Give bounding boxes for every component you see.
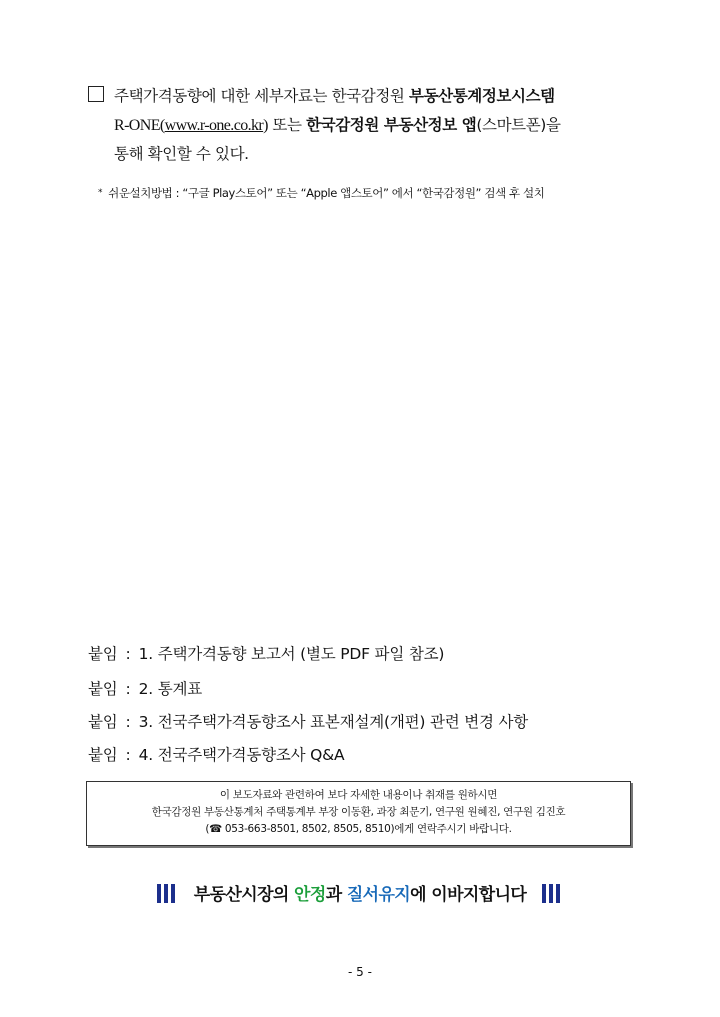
app-paren: (스마트폰) bbox=[476, 116, 546, 134]
contact-line-3: (☎ 053-663-8501, 8502, 8505, 8510)에게 연락주시기 바랍니다. bbox=[205, 823, 512, 835]
attachment-label: 붙임 bbox=[88, 680, 118, 698]
intro-line-1 bbox=[88, 82, 648, 111]
note-text: 쉬운설치방법 : “구글 Play스토어” 또는 “Apple 앱스토어” 에서 “한국감정원” 검색 후 설치 bbox=[108, 186, 545, 200]
rone-link[interactable]: www.r-one.co.kr bbox=[164, 117, 264, 134]
intro-line-2 bbox=[88, 111, 648, 140]
slogan bbox=[0, 880, 720, 908]
attachment-2 bbox=[88, 677, 202, 699]
attachment-sep: : bbox=[125, 680, 131, 698]
intro-line-3: 통해 확인할 수 있다. bbox=[114, 145, 249, 163]
contact-box bbox=[86, 781, 631, 846]
app-name: 한국감정원 부동산정보 앱 bbox=[306, 116, 477, 134]
bars-right-icon bbox=[542, 884, 563, 908]
slogan-stability: 안정 bbox=[294, 885, 326, 905]
or-text: 또는 bbox=[267, 116, 307, 134]
note-marker: * bbox=[98, 188, 103, 198]
rone-close: ) bbox=[263, 117, 268, 134]
app-tail: 을 bbox=[545, 116, 561, 134]
contact-line-2: 한국감정원 부동산통계처 주택통계부 부장 이동환, 과장 최문기, 연구원 원혜진, 연구원 김진호 bbox=[151, 806, 566, 818]
attachment-3 bbox=[88, 710, 528, 732]
slogan-part-5: 에 이바지합니다 bbox=[410, 885, 527, 905]
attachment-sep: : bbox=[125, 746, 131, 764]
slogan-order: 질서유지 bbox=[346, 885, 411, 905]
square-bullet-icon bbox=[88, 86, 104, 102]
attachment-4 bbox=[88, 743, 344, 765]
page-number: - 5 - bbox=[348, 965, 372, 979]
attachment-text: 1. 주택가격동향 보고서 (별도 PDF 파일 참조) bbox=[138, 645, 445, 663]
intro-paragraph bbox=[88, 82, 648, 169]
attachment-text: 3. 전국주택가격동향조사 표본재설계(개편) 관련 변경 사항 bbox=[138, 713, 529, 731]
attachment-text: 2. 통계표 bbox=[138, 680, 203, 698]
slogan-part-1: 부동산시장의 bbox=[193, 885, 295, 905]
attachment-sep: : bbox=[125, 645, 131, 663]
bars-left-icon bbox=[157, 884, 178, 908]
attachment-label: 붙임 bbox=[88, 645, 118, 663]
slogan-part-3: 과 bbox=[325, 885, 347, 905]
attachment-1 bbox=[88, 642, 444, 664]
intro-text: 주택가격동향에 대한 세부자료는 한국감정원 bbox=[114, 87, 409, 105]
install-note bbox=[98, 185, 544, 201]
rone-label: R-ONE( bbox=[114, 117, 165, 134]
attachment-label: 붙임 bbox=[88, 713, 118, 731]
contact-line-1: 이 보도자료와 관련하여 보다 자세한 내용이나 취재를 원하시면 bbox=[219, 789, 498, 801]
attachment-label: 붙임 bbox=[88, 746, 118, 764]
system-name: 부동산통계정보시스템 bbox=[409, 87, 555, 105]
attachment-text: 4. 전국주택가격동향조사 Q&A bbox=[138, 746, 345, 764]
attachment-sep: : bbox=[125, 713, 131, 731]
